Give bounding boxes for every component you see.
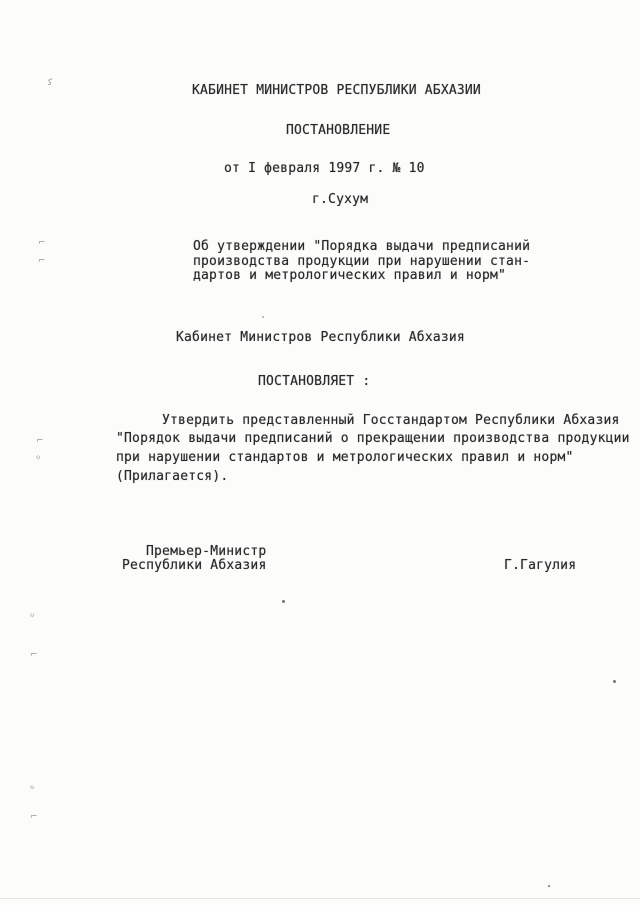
paragraph-line: "Порядок выдачи предписаний о прекращении производства продукции	[116, 431, 630, 446]
ink-speck	[548, 885, 550, 887]
intro-line: Кабинет Министров Республики Абхазия	[176, 330, 465, 345]
paragraph-line: Утвердить представленный Госстандартом Республики Абхазия	[162, 413, 620, 428]
subject-line: Об утверждении "Порядка выдачи предписаний	[193, 239, 531, 254]
issuer-heading: КАБИНЕТ МИНИСТРОВ РЕСПУБЛИКИ АБХАЗИИ	[192, 83, 481, 98]
document-type: ПОСТАНОВЛЕНИЕ	[286, 123, 391, 138]
binding-mark: ﮐ	[48, 78, 53, 88]
date-and-number: от I февраля 1997 г. № 10	[224, 161, 425, 176]
ink-speck	[613, 680, 616, 683]
signatory-name: Г.Гагулия	[504, 558, 577, 573]
paragraph-line: (Прилагается).	[116, 469, 229, 484]
binding-mark: ⌐	[30, 650, 38, 660]
subject-line: дартов и метрологических правил и норм"	[193, 268, 507, 283]
binding-mark: ⌐	[38, 256, 46, 266]
decree-word: ПОСТАНОВЛЯЕТ :	[258, 374, 371, 389]
city: г.Сухум	[312, 192, 369, 207]
binding-mark: ℴ	[36, 452, 41, 462]
binding-mark: ⌐	[38, 238, 46, 248]
ink-speck	[262, 316, 264, 318]
ink-speck	[282, 600, 285, 603]
signatory-title: Республики Абхазия	[122, 558, 267, 573]
page-edge	[0, 898, 640, 899]
subject-line: производства продукции при нарушении стан-	[193, 254, 531, 269]
binding-mark: ⌐	[36, 436, 44, 446]
paragraph-line: при нарушении стандартов и метрологических правил и норм"	[116, 450, 574, 465]
binding-mark: ℴ	[30, 782, 35, 792]
binding-mark: ℴ	[30, 610, 35, 620]
signatory-title: Премьер-Министр	[146, 544, 267, 559]
binding-mark: ⌐	[30, 812, 38, 822]
